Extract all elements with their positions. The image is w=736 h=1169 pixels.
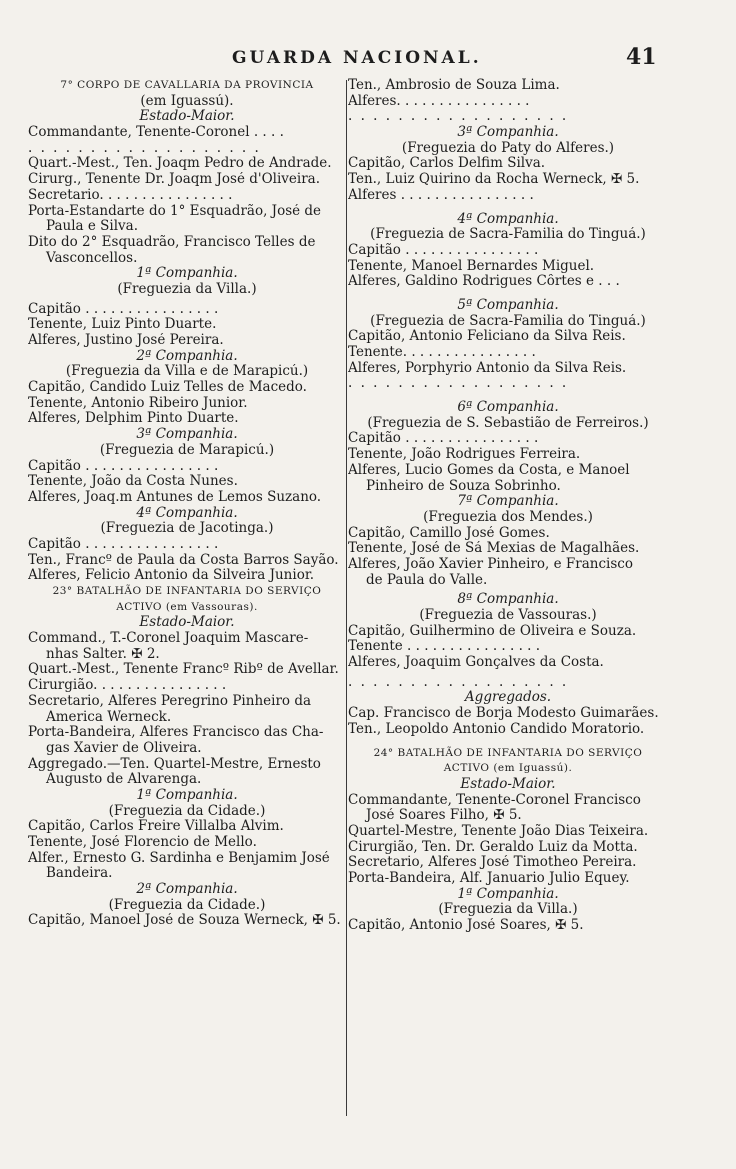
entry-line: Augusto de Alvarenga.: [46, 772, 202, 788]
entry-line: Ten., Francº de Paula da Costa Barros Sayão.: [28, 552, 339, 568]
entry-line: Capitão, Carlos Freire Villalba Alvim.: [28, 819, 284, 835]
entry-line: Ten., Leopoldo Antonio Candido Moratorio.: [348, 721, 645, 737]
section-subheading: ACTIVO (em Vassouras).: [116, 600, 258, 613]
entry-line: Capitão, Carlos Delfim Silva.: [348, 156, 546, 172]
entry-line: de Paula do Valle.: [366, 572, 488, 588]
entry-line: Porta-Estandarte do 1° Esquadrão, José de: [28, 203, 322, 219]
entry-line: Capitão, Manoel José de Souza Werneck, ✠ 5.: [28, 913, 341, 929]
page-number: 41: [626, 44, 657, 70]
entry-line: Paula e Silva.: [46, 219, 139, 235]
entry-line: Secretario. . . . . . . . . . . . . . . .: [28, 187, 233, 203]
company-heading: 1ª Companhia.: [457, 886, 559, 902]
entry-line: Quartel-Mestre, Tenente João Dias Teixeira.: [348, 823, 649, 839]
entry-line: Tenente, José de Sá Mexias de Magalhães.: [348, 541, 640, 557]
entry-line: Cap. Francisco de Borja Modesto Guimarães.: [348, 706, 659, 722]
entry-line: Capitão, Candido Luiz Telles de Macedo.: [28, 380, 307, 396]
entry-line: Tenente, Manoel Bernardes Miguel.: [348, 258, 595, 274]
column-divider: [346, 80, 347, 1116]
parish-line: (Freguezia de Jacotinga.): [100, 521, 274, 537]
dot-leader: . . . . . . . . . . . . . . . . . .: [348, 376, 569, 392]
entry-line: Alferes, Galdino Rodrigues Côrtes e . . .: [348, 274, 620, 290]
entry-line: Tenente. . . . . . . . . . . . . . . .: [348, 345, 536, 360]
company-heading: 4ª Companhia.: [457, 211, 559, 227]
section-heading: 7° CORPO DE CAVALLARIA DA PROVINCIA: [60, 79, 314, 91]
entry-line: Ten., Ambrosio de Souza Lima.: [348, 78, 560, 93]
entry-line: Alferes, Delphim Pinto Duarte.: [28, 411, 239, 427]
entry-line: Alferes. . . . . . . . . . . . . . . .: [348, 93, 530, 109]
entry-line: Capitão, Guilhermino de Oliveira e Souza.: [348, 623, 637, 639]
entry-line: Alferes, Joaquim Gonçalves da Costa.: [348, 655, 604, 671]
entry-line: Alferes . . . . . . . . . . . . . . . .: [348, 187, 534, 203]
entry-line: nhas Salter. ✠ 2.: [46, 646, 160, 662]
parish-line: (Freguezia de Sacra-Familia do Tinguá.): [370, 313, 646, 329]
entry-line: Cirurg., Tenente Dr. Joaqm José d'Oliveira.: [28, 172, 321, 188]
section-subheading: (em Iguassú).: [140, 93, 234, 109]
running-title: GUARDA NACIONAL.: [232, 48, 482, 68]
entry-line: Tenente, Luiz Pinto Duarte.: [28, 317, 217, 333]
right-column: [348, 78, 668, 934]
entry-line: Capitão . . . . . . . . . . . . . . . .: [348, 242, 539, 258]
company-heading: 2ª Companhia.: [136, 882, 238, 898]
company-heading: 1ª Companhia.: [136, 787, 238, 803]
section-heading: 24° BATALHÃO DE INFANTARIA DO SERVIÇO: [373, 746, 643, 759]
staff-heading: Estado-Maior.: [139, 109, 235, 125]
entry-line: Cirurgião. . . . . . . . . . . . . . . .: [28, 678, 227, 694]
entry-line: Aggregado.—Ten. Quartel-Mestre, Ernesto: [28, 756, 321, 772]
staff-heading: Estado-Maior.: [460, 776, 556, 792]
parish-line: (Freguezia da Villa.): [117, 281, 257, 297]
entry-line: Capitão, Antonio José Soares, ✠ 5.: [348, 918, 584, 934]
parish-line: (Freguezia da Villa e de Marapicú.): [65, 364, 309, 380]
aggregates-heading: Aggregados.: [464, 690, 552, 706]
entry-line: Alferes, Porphyrio Antonio da Silva Reis.: [348, 360, 627, 376]
entry-line: Alferes, Felicio Antonio da Silveira Junior.: [28, 568, 315, 584]
entry-line: Tenente . . . . . . . . . . . . . . . .: [348, 639, 541, 655]
dot-leader: . . . . . . . . . . . . . . . . . .: [348, 109, 569, 125]
left-column: [28, 78, 346, 929]
entry-line: Porta-Bandeira, Alferes Francisco das Cha-: [28, 725, 324, 741]
entry-line: Quart.-Mest., Tenente Francº Ribº de Avellar.: [28, 662, 339, 678]
page-header: [0, 44, 736, 72]
parish-line: (Freguezia de Vassouras.): [419, 608, 597, 623]
entry-line: Porta-Bandeira, Alf. Januario Julio Equey.: [348, 871, 630, 886]
entry-line: Commandante, Tenente-Coronel . . . .: [28, 125, 284, 141]
entry-line: Tenente, José Florencio de Mello.: [28, 835, 257, 850]
entry-line: gas Xavier de Oliveira.: [46, 740, 202, 756]
entry-line: Commandante, Tenente-Coronel Francisco: [348, 792, 641, 808]
entry-line: Cirurgião, Ten. Dr. Geraldo Luiz da Motta.: [348, 839, 638, 855]
entry-line: Pinheiro de Souza Sobrinho.: [366, 478, 561, 494]
dot-leader: . . . . . . . . . . . . . . . . . .: [348, 674, 569, 690]
entry-line: Tenente, João Rodrigues Ferreira.: [348, 447, 581, 463]
parish-line: (Freguezia dos Mendes.): [423, 509, 593, 525]
parish-line: (Freguezia de S. Sebastião de Ferreiros.): [367, 415, 649, 431]
entry-line: Command., T.-Coronel Joaquim Mascare-: [28, 631, 309, 647]
dot-leader: . . . . . . . . . . . . . . . . . . .: [28, 140, 261, 156]
section-subheading: ACTIVO (em Iguassú).: [443, 762, 573, 775]
company-heading: 3ª Companhia.: [457, 125, 559, 141]
company-heading: 6ª Companhia.: [457, 400, 559, 416]
entry-line: Dito do 2° Esquadrão, Francisco Telles de: [28, 234, 316, 250]
entry-line: Alferes, João Xavier Pinheiro, e Francisco: [348, 556, 633, 572]
entry-line: Alfer., Ernesto G. Sardinha e Benjamim José: [28, 850, 330, 866]
staff-heading: Estado-Maior.: [139, 615, 235, 631]
entry-line: Alferes, Justino José Pereira.: [28, 333, 224, 348]
company-heading: 4ª Companhia.: [136, 505, 238, 521]
entry-line: Tenente, João da Costa Nunes.: [28, 474, 238, 490]
entry-line: Capitão . . . . . . . . . . . . . . . .: [348, 431, 539, 447]
entry-line: Capitão . . . . . . . . . . . . . . . .: [28, 536, 219, 552]
company-heading: 1ª Companhia.: [136, 266, 238, 282]
parish-line: (Freguezia da Cidade.): [108, 803, 266, 819]
parish-line: (Freguezia do Paty do Alferes.): [401, 140, 615, 156]
company-heading: 7ª Companhia.: [457, 494, 559, 510]
entry-line: Alferes, Lucio Gomes da Costa, e Manoel: [348, 462, 630, 478]
entry-line: Secretario, Alferes José Timotheo Pereira.: [348, 855, 637, 871]
entry-line: Secretario, Alferes Peregrino Pinheiro da: [28, 693, 312, 709]
entry-line: José Soares Filho, ✠ 5.: [366, 808, 522, 824]
entry-line: Capitão . . . . . . . . . . . . . . . .: [28, 458, 219, 474]
entry-line: Bandeira.: [46, 866, 113, 882]
company-heading: 8ª Companhia.: [457, 592, 559, 608]
entry-line: Vasconcellos.: [46, 250, 138, 266]
entry-line: Alferes, Joaq.m Antunes de Lemos Suzano.: [28, 489, 322, 505]
entry-line: Capitão, Antonio Feliciano da Silva Reis.: [348, 329, 626, 345]
entry-line: Tenente, Antonio Ribeiro Junior.: [28, 395, 248, 411]
parish-line: (Freguezia de Sacra-Familia do Tinguá.): [370, 227, 646, 243]
entry-line: Capitão . . . . . . . . . . . . . . . .: [28, 301, 219, 317]
entry-line: Capitão, Camillo José Gomes.: [348, 525, 550, 541]
entry-line: Ten., Luiz Quirino da Rocha Werneck, ✠ 5.: [348, 172, 640, 188]
parish-line: (Freguezia de Marapicú.): [99, 442, 275, 458]
company-heading: 3ª Companhia.: [136, 427, 238, 443]
parish-line: (Freguezia da Cidade.): [108, 897, 266, 913]
section-heading: 23° BATALHÃO DE INFANTARIA DO SERVIÇO: [52, 585, 322, 597]
entry-line: Quart.-Mest., Ten. Joaqm Pedro de Andrade.: [28, 156, 332, 172]
parish-line: (Freguezia da Villa.): [438, 902, 578, 918]
entry-line: America Werneck.: [46, 709, 172, 725]
company-heading: 2ª Companhia.: [136, 348, 238, 364]
company-heading: 5ª Companhia.: [457, 297, 559, 313]
